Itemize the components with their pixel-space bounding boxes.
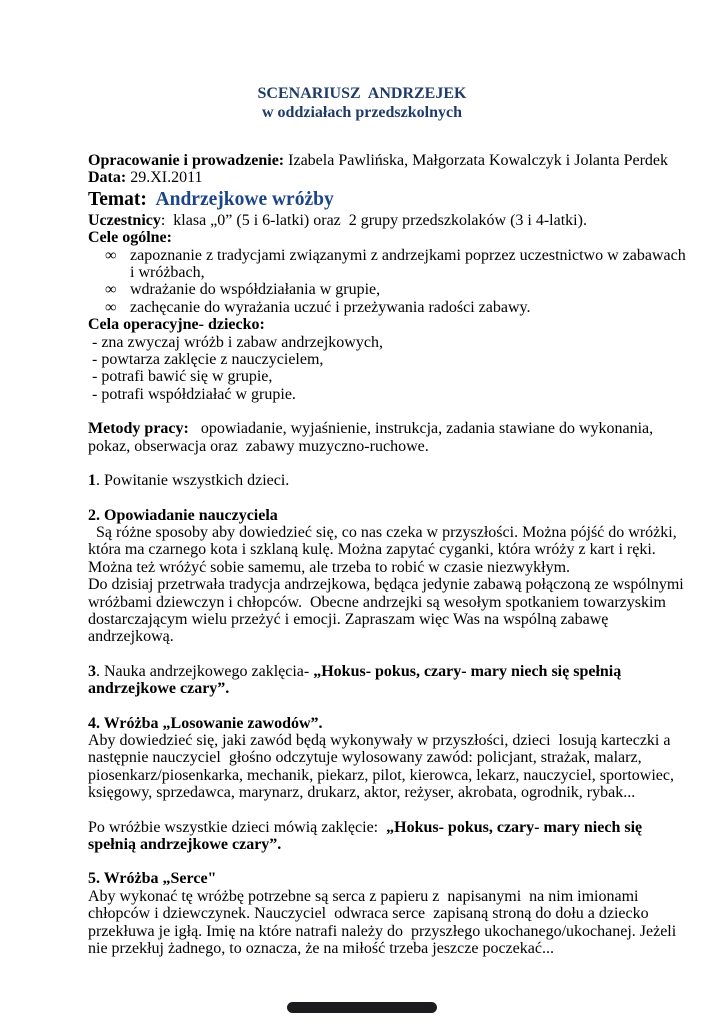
infinity-bullet-icon: ∞ [105, 281, 117, 299]
text-run: Do dzisiaj przetrwała tradycja andrzejkowa, będąca jedynie zabawą połączoną ze wspólnymi [88, 576, 684, 594]
text-line [88, 229, 636, 246]
text-run: Po wróżbie wszystkie dzieci mówią zaklęcie: [88, 818, 387, 836]
step-1-greeting [88, 472, 636, 489]
text-line [88, 887, 639, 905]
text-run: dostarczającym wielu przeżyć i emocji. Zapraszam więc Was na wspólną zabawę [88, 610, 609, 628]
text-line [88, 818, 643, 836]
text-run: Można też wróżyć sobie samemu, ale trzeba to robić w czasie niezwykłym. [88, 558, 571, 576]
text-run: i wróżbach, [130, 264, 205, 282]
text-line [88, 368, 636, 385]
text-line [88, 84, 636, 103]
text-run: wdrażanie do współdziałania w grupie, [130, 281, 381, 299]
text-line [88, 438, 636, 455]
text-run: w oddziałach przedszkolnych [261, 104, 462, 121]
text-run: Cele ogólne: [88, 229, 172, 247]
text-line [88, 749, 642, 767]
text-run: : klasa „0” (5 i 6-latki) oraz 2 grupy przedszkolaków (3 i 4-latki). [160, 211, 587, 229]
text-line [88, 715, 636, 732]
text-run: - potrafi współdziałać w grupie. [88, 385, 296, 403]
text-line [88, 870, 636, 887]
text-line [88, 766, 674, 784]
text-run: przekłuwa je igłą. Imię na które natrafi należy do przyszłego ukochanego/ukochanej. Jeżeli [88, 922, 677, 940]
text-run: Izabela Pawlińska, Małgorzata Kowalczyk i Jolanta Perdek [284, 152, 668, 169]
text-run: Andrzejkowe wróżby [155, 188, 334, 210]
text-run: nie przekłuj żadnego, to oznacza, że na miłość trzeba jeszcze poczekać... [88, 940, 554, 958]
text-run: „Hokus- pokus, czary- mary niech się [386, 818, 643, 836]
text-run: wróżbami dziewczyn i chłopców. Obecne andrzejki są wesołym spotkaniem towarzyskim [88, 593, 666, 611]
text-run: Metody pracy: [88, 420, 189, 438]
text-run: Uczestnicy [88, 211, 161, 229]
text-line [88, 541, 656, 559]
step-2-teacher-story [88, 506, 684, 646]
text-run: zapoznanie z tradycjami związanymi z andrzejkami poprzez uczestnictwo w zabawach [130, 246, 686, 264]
text-line [88, 281, 636, 298]
text-run: 4. Wróżba „Losowanie zawodów”. [88, 714, 323, 732]
doc-topic [88, 187, 636, 212]
text-run: spełnią andrzejkowe czary”. [88, 836, 282, 853]
text-line [88, 731, 671, 749]
text-line [88, 576, 684, 594]
text-run: Data: [88, 169, 127, 187]
text-run: Cela operacyjne- dziecko: [88, 316, 265, 334]
text-run: Temat: [88, 188, 156, 210]
text-run: następnie nauczyciel głośno odczytuje wylosowany zawód: policjant, strażak, malarz, [88, 749, 642, 767]
text-run: która ma czarnego kota i szklaną kulę. Można zapytać cyganki, która wróży z kart i ręki. [88, 541, 656, 559]
text-line [88, 836, 636, 853]
text-run: andrzejkowe czary”. [88, 680, 230, 698]
text-run: 29.XI.2011 [126, 169, 203, 187]
text-line [88, 905, 649, 923]
text-line [88, 212, 636, 229]
text-run: opowiadanie, wyjaśnienie, instrukcja, zadania stawiane do wykonania, [188, 420, 654, 438]
infinity-bullet-icon: ∞ [105, 298, 117, 316]
text-line [88, 420, 654, 438]
text-line [88, 103, 636, 122]
text-line [88, 152, 668, 169]
text-line [88, 299, 636, 316]
general-goals-list [88, 246, 686, 317]
operational-goals [88, 316, 636, 403]
doc-meta [88, 152, 668, 187]
text-line [88, 351, 636, 368]
text-line [88, 316, 636, 333]
home-indicator[interactable] [287, 1002, 437, 1013]
text-line [88, 507, 636, 524]
text-run: 5. Wróżba „Serce" [88, 870, 217, 888]
step-5-heart-fortune [88, 870, 677, 958]
text-run: - potrafi bawić się w grupie, [88, 368, 273, 386]
text-line [88, 593, 666, 611]
text-line [88, 628, 636, 645]
text-run: 1 [88, 472, 96, 490]
text-run: Aby wykonać tę wróżbę potrzebne są serca z papieru z napisanymi na nim imionami [88, 887, 639, 905]
text-run: - powtarza zaklęcie z nauczycielem, [88, 351, 324, 369]
text-line [88, 472, 636, 489]
infinity-bullet-icon: ∞ [105, 246, 117, 264]
text-line [88, 246, 686, 264]
text-run: księgowy, sprzedawca, marynarz, drukarz, aktor, reżyser, akrobata, ogrodnik, rybak... [88, 784, 636, 802]
text-run: 2. Opowiadanie nauczyciela [88, 506, 278, 524]
text-run: Opracowanie i prowadzenie: [88, 152, 285, 169]
text-line [88, 264, 636, 281]
text-line [88, 187, 636, 212]
doc-title [88, 84, 636, 122]
text-line [88, 922, 677, 940]
text-line [88, 611, 636, 628]
text-run: „Hokus- pokus, czary- mary niech się spełnią [313, 662, 622, 680]
step-3-spell [88, 663, 636, 698]
text-line [88, 680, 636, 697]
participants-and-goals-heading [88, 212, 636, 247]
text-run: piosenkarz/piosenkarka, mechanik, piekarz, pilot, kierowca, lekarz, nauczyciel, sportowiec, [88, 766, 674, 784]
text-line [88, 169, 636, 186]
text-line [88, 559, 636, 576]
text-line [88, 386, 636, 403]
text-run: pokaz, obserwacja oraz zabawy muzyczno-ruchowe. [88, 437, 429, 455]
text-run: chłopców i dziewczynek. Nauczyciel odwraca serce zapisaną stroną do dołu a dziecko [88, 905, 649, 923]
text-run: zachęcanie do wyrażania uczuć i przeżywania radości zabawy. [130, 298, 531, 316]
text-run: SCENARIUSZ ANDRZEJEK [257, 85, 467, 102]
text-run: Są różne sposoby aby dowiedzieć się, co nas czeka w przyszłości. Można pójść do wróżki, [88, 523, 677, 541]
text-line [88, 663, 636, 680]
text-line [88, 334, 636, 351]
text-run: . Nauka andrzejkowego zaklęcia- [96, 662, 314, 680]
text-line [88, 940, 636, 957]
text-line [88, 784, 636, 801]
after-fortune-spell [88, 818, 643, 854]
text-run: 3 [88, 662, 96, 680]
text-run: andrzejkową. [88, 628, 174, 646]
work-methods [88, 420, 654, 455]
text-line [88, 523, 677, 541]
text-run: Aby dowiedzieć się, jaki zawód będą wykonywały w przyszłości, dzieci losują karteczki a [88, 731, 671, 749]
text-run: . Powitanie wszystkich dzieci. [96, 472, 290, 490]
step-4-professions-fortune [88, 714, 674, 802]
text-run: - zna zwyczaj wróżb i zabaw andrzejkowych, [88, 333, 383, 351]
